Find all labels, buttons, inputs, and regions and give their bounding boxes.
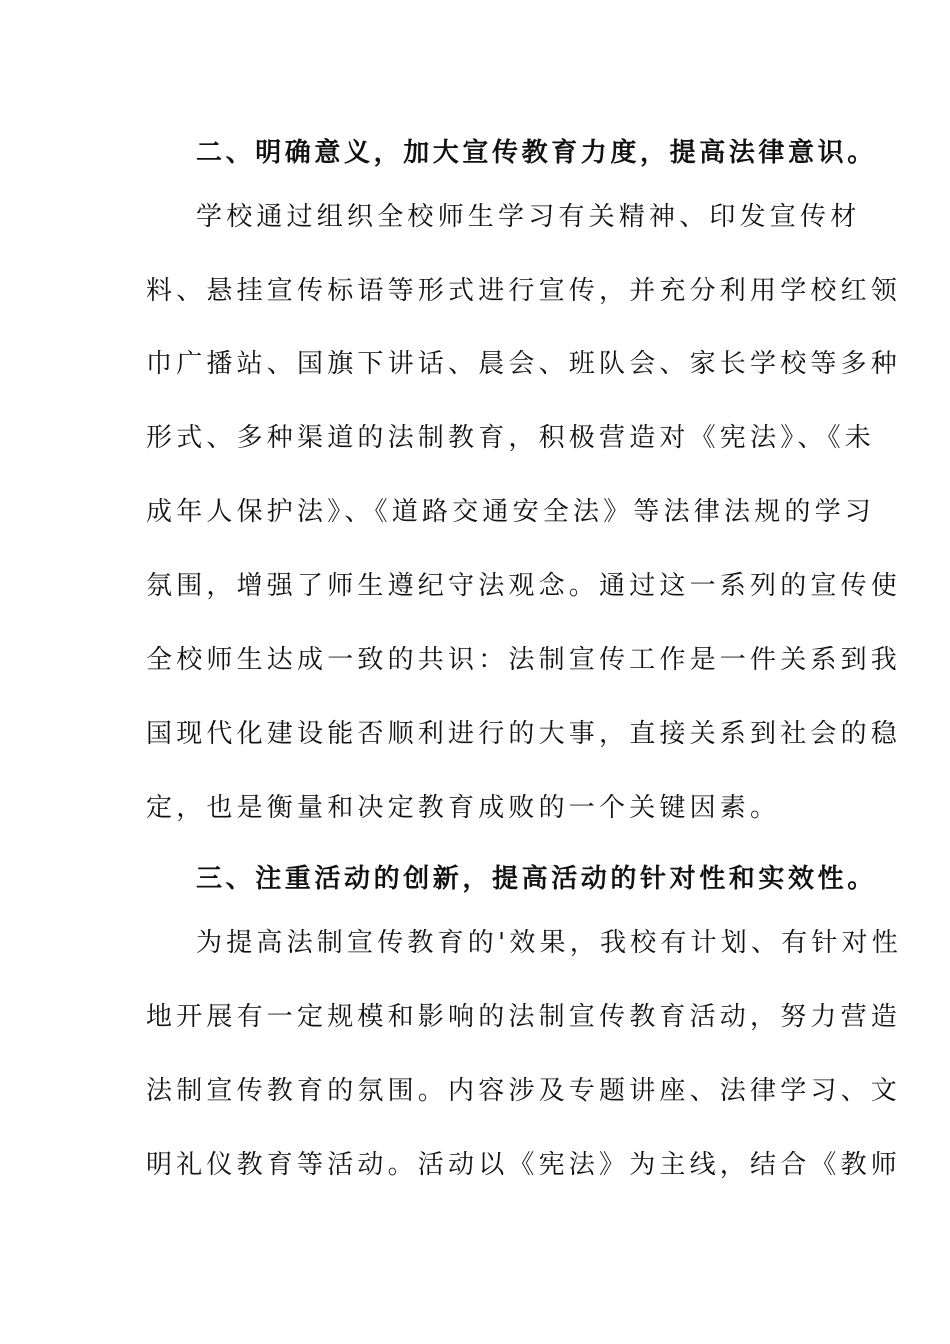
paragraph-line: 为提高法制宣传教育的'效果，我校有计划、有针对性: [196, 928, 902, 958]
paragraph-line: 地开展有一定规模和影响的法制宣传教育活动，努力营造: [146, 1002, 902, 1032]
paragraph-line: 料、悬挂宣传标语等形式进行宣传，并充分利用学校红领: [146, 276, 902, 306]
paragraph-line: 氛围，增强了师生遵纪守法观念。通过这一系列的宣传使: [146, 571, 902, 601]
paragraph-line: 形式、多种渠道的法制教育，积极营造对《宪法》、《未: [146, 423, 876, 453]
paragraph-line: 学校通过组织全校师生学习有关精神、印发宣传材: [196, 202, 861, 232]
paragraph-line: 明礼仪教育等活动。活动以《宪法》为主线，结合《教师: [146, 1150, 902, 1180]
paragraph-line: 全校师生达成一致的共识：法制宣传工作是一件关系到我: [146, 645, 902, 675]
paragraph-line: 定，也是衡量和决定教育成败的一个关键因素。: [146, 793, 781, 823]
paragraph-line: 巾广播站、国旗下讲话、晨会、班队会、家长学校等多种: [146, 349, 902, 379]
paragraph-line: 国现代化建设能否顺利进行的大事，直接关系到社会的稳: [146, 719, 902, 749]
paragraph-line: 法制宣传教育的氛围。内容涉及专题讲座、法律学习、文: [146, 1076, 902, 1106]
section-heading-3: 三、注重活动的创新，提高活动的针对性和实效性。: [196, 864, 877, 894]
section-heading-2: 二、明确意义，加大宣传教育力度，提高法律意识。: [196, 138, 877, 168]
paragraph-line: 成年人保护法》、《道路交通安全法》等法律法规的学习: [146, 497, 876, 527]
